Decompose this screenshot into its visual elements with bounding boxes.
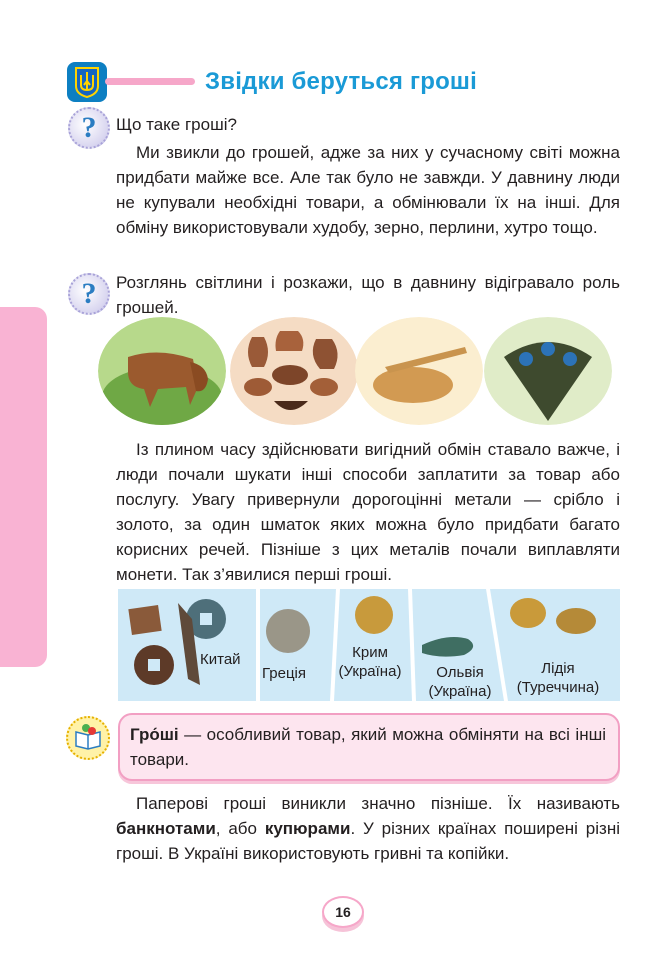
grain-photo	[355, 317, 483, 425]
book-icon	[66, 716, 110, 760]
coin-label-greece: Греція	[262, 665, 307, 682]
header-decor-line	[105, 78, 195, 85]
coin-label-china: Китай	[200, 651, 241, 668]
question-icon: ?	[68, 273, 110, 315]
coin-label-olbia: Ольвія (Україна)	[428, 664, 492, 700]
paragraph-barter: Ми звикли до грошей, адже за них у сучасному світі можна придбати майже все. Але так було не завжди. У давнину люди не купували необхідні товари, а обмінювали їх на інші. Для обміну використовували худобу, зерно, перлини, хутро тощо.	[116, 143, 620, 237]
cow-photo	[98, 317, 226, 425]
page-number: 16	[322, 896, 364, 928]
paragraph-metals: Із плином часу здійснювати вигідний обмін ставало важче, і люди почали шукати інші способи заплатити за товар або послугу. Увагу привернули дорогоцінні метали — срібло і золото, за один шматок яких можна було придбати багато корисних речей. Пізніше з цих металів почали виплавляти монети. Так з’явилися перші гроші.	[116, 440, 620, 584]
definition-term: Гро́ші	[130, 725, 179, 744]
paragraph-banknotes: Паперові гроші виникли значно пізніше. Їх називають банкнотами, або купюрами. У різних країнах поширені різні гроші. В Україні використовують гривні та копійки.	[116, 794, 620, 863]
question-task-text: Розглянь світлини і розкажи, що в давнину відігравало роль грошей.	[116, 273, 620, 317]
coin-label-lydia: Лідія (Туреччина)	[516, 660, 600, 696]
peacock-feathers-photo	[484, 317, 612, 425]
definition-text: Гро́ші — особливий товар, який можна обміняти на всі інші товари.	[130, 725, 606, 769]
page-title: Звідки беруться гроші	[205, 68, 477, 95]
clay-pots-photo	[230, 317, 358, 425]
ukraine-emblem-icon	[67, 62, 107, 102]
question-text: Що таке гроші?	[116, 115, 237, 134]
side-tab	[0, 307, 47, 667]
coin-label-crimea: Крим (Україна)	[338, 644, 402, 680]
question-icon: ?	[68, 107, 110, 149]
